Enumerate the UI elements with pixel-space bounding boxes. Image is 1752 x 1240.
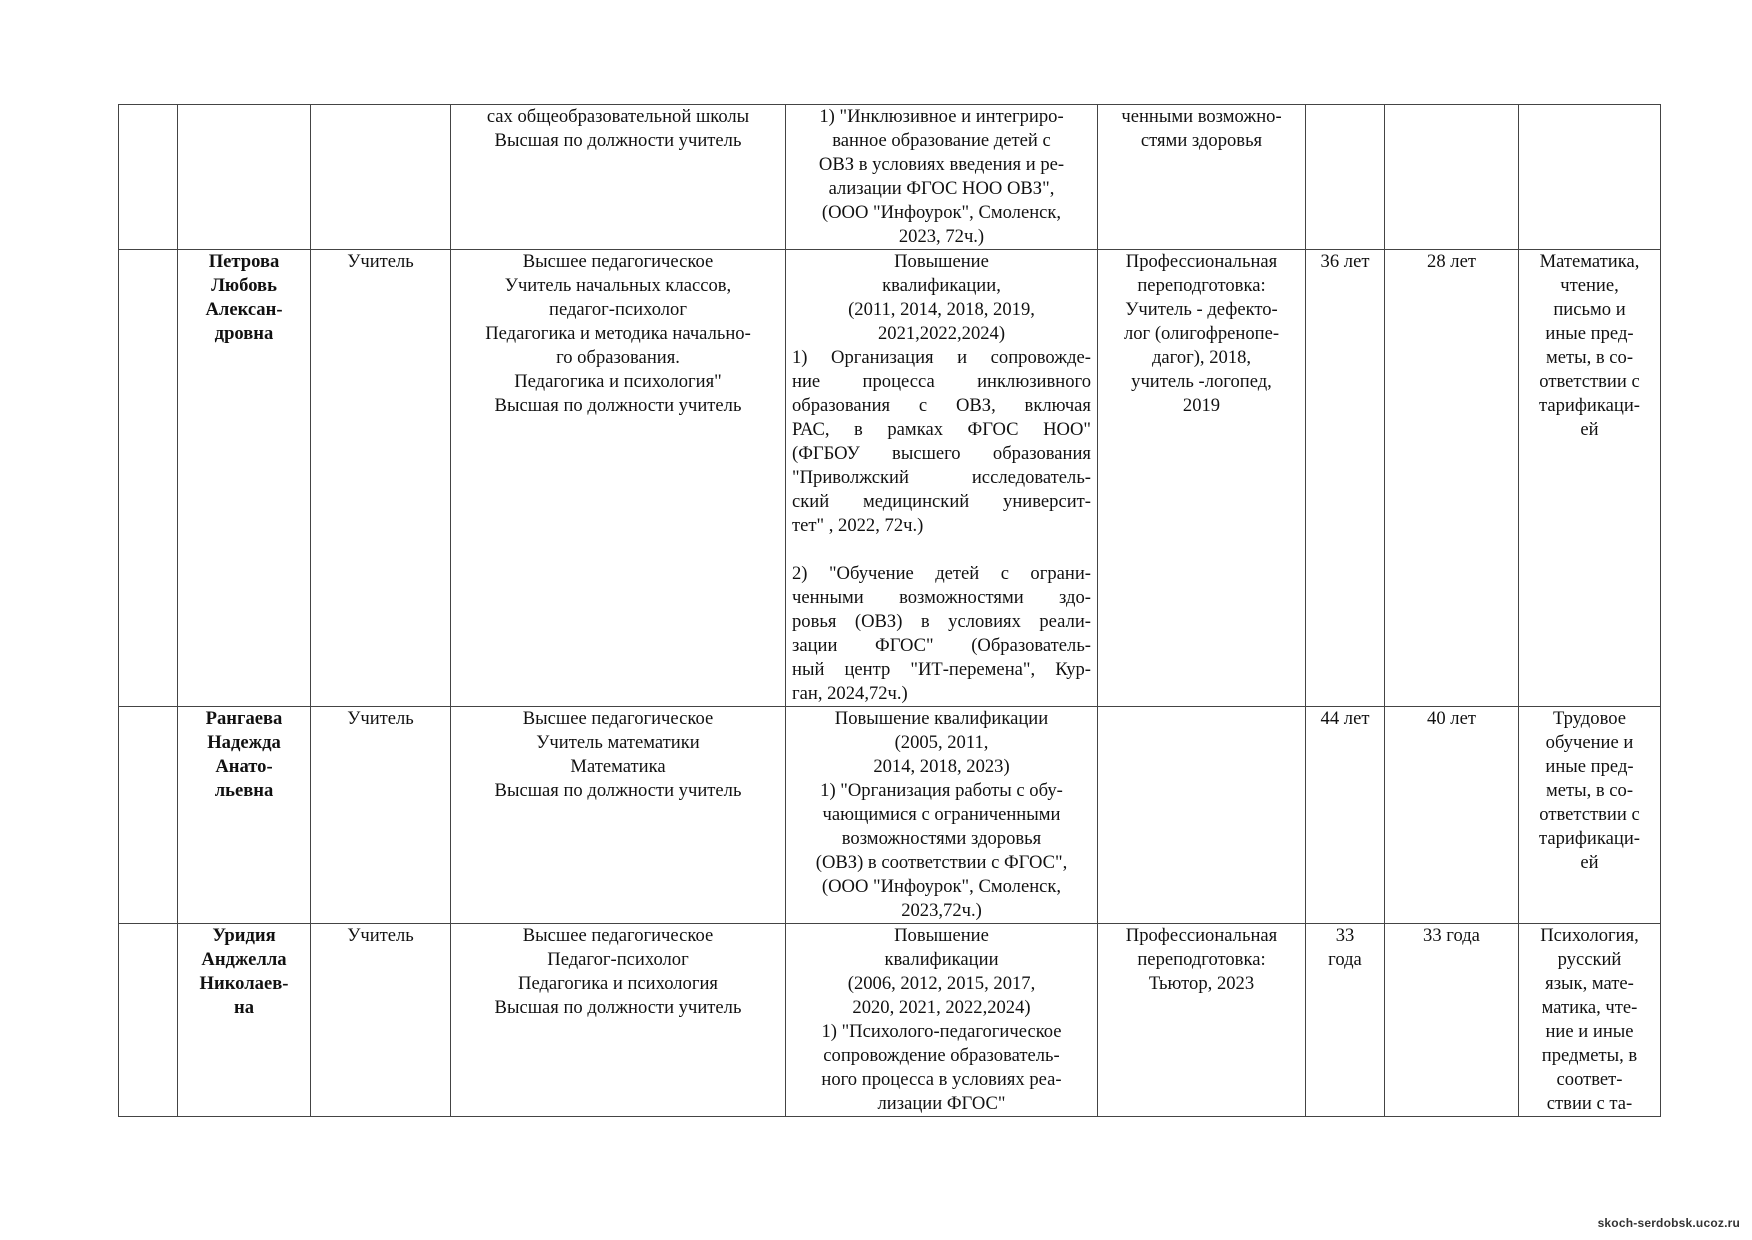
number-cell bbox=[119, 924, 178, 1117]
total-experience-cell bbox=[1306, 707, 1385, 924]
cell-line: тарификаци- bbox=[1539, 395, 1640, 416]
course-line: (ООО "Инфоурок", Смоленск, bbox=[821, 876, 1062, 897]
cell-line: Математика bbox=[570, 756, 666, 777]
cell-line: Педагогика и методика начально- bbox=[485, 323, 751, 344]
table-row bbox=[119, 924, 1661, 1117]
cell-line: дагог), 2018, bbox=[1151, 347, 1252, 368]
cell-line: ей bbox=[1580, 419, 1599, 440]
course-line: 1) "Инклюзивное и интегриро- bbox=[819, 106, 1064, 127]
education-cell bbox=[451, 105, 786, 250]
cell-line: обучение и bbox=[1545, 732, 1634, 753]
cell-line: Анджелла bbox=[201, 949, 287, 970]
cell-line: переподготовка: bbox=[1137, 949, 1266, 970]
cell-line: Высшее педагогическое bbox=[522, 251, 714, 272]
number-cell bbox=[119, 250, 178, 707]
cell-line: язык, мате- bbox=[1545, 973, 1634, 994]
position-cell bbox=[311, 250, 451, 707]
training-courses-cell bbox=[786, 105, 1098, 250]
course-line: чающимися с ограниченными bbox=[822, 804, 1061, 825]
course-line: РАС, в рамках ФГОС НОО" bbox=[792, 419, 1091, 440]
cell-line: ответствии с bbox=[1539, 804, 1640, 825]
table-row bbox=[119, 707, 1661, 924]
retraining-cell bbox=[1098, 924, 1306, 1117]
table-body bbox=[119, 105, 1661, 1117]
cell-line: Математика, bbox=[1539, 251, 1640, 272]
cell-text: Учитель bbox=[347, 925, 414, 946]
course-line: сопровождение образователь- bbox=[823, 1045, 1060, 1066]
cell-line: Рангаева bbox=[205, 708, 283, 729]
cell-line: года bbox=[1328, 949, 1362, 970]
cell-line: ствии с та- bbox=[1546, 1093, 1633, 1114]
cell-line: го образования. bbox=[556, 347, 680, 368]
total-experience-cell bbox=[1306, 924, 1385, 1117]
number-cell bbox=[119, 707, 178, 924]
course-line: 2023,72ч.) bbox=[901, 900, 982, 921]
training-courses-cell bbox=[786, 250, 1098, 707]
course-line: 2) "Обучение детей с ограни- bbox=[792, 563, 1091, 584]
cell-line: 40 лет bbox=[1427, 708, 1476, 729]
cell-line: Психология, bbox=[1540, 925, 1639, 946]
course-line: Повышение квалификации bbox=[834, 708, 1049, 729]
table-row bbox=[119, 250, 1661, 707]
course-line: (2006, 2012, 2015, 2017, bbox=[847, 973, 1036, 994]
course-line: ный центр "ИТ-перемена", Кур- bbox=[792, 659, 1091, 680]
cell-line: льевна bbox=[214, 780, 274, 801]
education-cell bbox=[451, 924, 786, 1117]
teaching-experience-cell bbox=[1385, 105, 1519, 250]
course-line: (2011, 2014, 2018, 2019, bbox=[848, 299, 1035, 320]
course-line: Повышение bbox=[894, 925, 989, 946]
cell-line: на bbox=[233, 997, 254, 1018]
teaching-experience-cell bbox=[1385, 250, 1519, 707]
cell-line: русский bbox=[1557, 949, 1622, 970]
teacher-name-cell bbox=[178, 250, 311, 707]
cell-line: Высшее педагогическое bbox=[522, 925, 714, 946]
course-line: 2020, 2021, 2022,2024) bbox=[852, 997, 1031, 1018]
teacher-name-cell bbox=[178, 707, 311, 924]
cell-text: Учитель bbox=[347, 251, 414, 272]
teaching-experience-cell bbox=[1385, 707, 1519, 924]
cell-line: педагог-психолог bbox=[549, 299, 687, 320]
cell-line: Анато- bbox=[215, 756, 273, 777]
course-line: 2021,2022,2024) bbox=[877, 323, 1006, 344]
cell-line: Петрова bbox=[208, 251, 280, 272]
cell-line: дровна bbox=[214, 323, 274, 344]
subjects-cell bbox=[1519, 924, 1661, 1117]
cell-line: Высшая по должности учитель bbox=[494, 130, 742, 151]
course-line: (ФГБОУ высшего образования bbox=[792, 443, 1091, 464]
staff-qualification-table bbox=[118, 104, 1661, 1117]
blank-line bbox=[792, 538, 1091, 562]
teaching-experience-cell bbox=[1385, 924, 1519, 1117]
course-line: ган, 2024,72ч.) bbox=[792, 683, 908, 704]
position-cell bbox=[311, 105, 451, 250]
retraining-cell bbox=[1098, 105, 1306, 250]
cell-line: Учитель - дефекто- bbox=[1125, 299, 1278, 320]
cell-line: 33 года bbox=[1423, 925, 1480, 946]
cell-line: Любовь bbox=[211, 275, 277, 296]
cell-text: Учитель bbox=[347, 708, 414, 729]
subjects-cell bbox=[1519, 105, 1661, 250]
teacher-name-cell bbox=[178, 924, 311, 1117]
cell-line: ченными возможно- bbox=[1121, 106, 1282, 127]
course-line: ванное образование детей с bbox=[832, 130, 1051, 151]
cell-line: лог (олигофренопе- bbox=[1123, 323, 1280, 344]
cell-line: ответствии с bbox=[1539, 371, 1640, 392]
course-line: лизации ФГОС" bbox=[877, 1093, 1006, 1114]
cell-line: Трудовое bbox=[1552, 708, 1626, 729]
cell-line: иные пред- bbox=[1545, 323, 1634, 344]
course-line: зации ФГОС" (Образователь- bbox=[792, 635, 1091, 656]
education-cell bbox=[451, 250, 786, 707]
cell-line: Надежда bbox=[207, 732, 281, 753]
cell-line: чтение, bbox=[1560, 275, 1619, 296]
training-courses-cell bbox=[786, 924, 1098, 1117]
education-cell bbox=[451, 707, 786, 924]
cell-line: 44 лет bbox=[1320, 708, 1370, 729]
retraining-cell bbox=[1098, 707, 1306, 924]
cell-line: Учитель математики bbox=[536, 732, 700, 753]
course-line: 2014, 2018, 2023) bbox=[873, 756, 1010, 777]
cell-line: Тьютор, 2023 bbox=[1148, 973, 1255, 994]
course-line: ровья (ОВЗ) в условиях реали- bbox=[792, 611, 1091, 632]
course-line: квалификации, bbox=[882, 275, 1001, 296]
cell-line: иные пред- bbox=[1545, 756, 1634, 777]
cell-line: 36 лет bbox=[1320, 251, 1370, 272]
teacher-name-cell bbox=[178, 105, 311, 250]
cell-line: предметы, в bbox=[1541, 1045, 1638, 1066]
course-line: (2005, 2011, bbox=[894, 732, 989, 753]
subjects-cell bbox=[1519, 707, 1661, 924]
cell-line: Профессиональная bbox=[1125, 251, 1278, 272]
cell-line: матика, чте- bbox=[1541, 997, 1638, 1018]
subjects-cell bbox=[1519, 250, 1661, 707]
training-courses-cell bbox=[786, 707, 1098, 924]
cell-line: Николаев- bbox=[199, 973, 289, 994]
retraining-cell bbox=[1098, 250, 1306, 707]
cell-line: меты, в со- bbox=[1545, 347, 1634, 368]
position-cell bbox=[311, 707, 451, 924]
cell-line: Педагогика и психология bbox=[518, 973, 718, 994]
cell-line: ние и иные bbox=[1545, 1021, 1634, 1042]
cell-line: Высшая по должности учитель bbox=[494, 997, 742, 1018]
cell-line: 2019 bbox=[1182, 395, 1221, 416]
cell-line: Высшая по должности учитель bbox=[494, 780, 742, 801]
cell-line: меты, в со- bbox=[1545, 780, 1634, 801]
cell-line: Высшее педагогическое bbox=[522, 708, 714, 729]
cell-line: Высшая по должности учитель bbox=[494, 395, 742, 416]
total-experience-cell bbox=[1306, 250, 1385, 707]
course-line: образования с ОВЗ, включая bbox=[792, 395, 1091, 416]
cell-line: 33 bbox=[1335, 925, 1355, 946]
course-line: Повышение bbox=[894, 251, 989, 272]
cell-line: переподготовка: bbox=[1137, 275, 1266, 296]
cell-line: сах общеобразовательной школы bbox=[486, 106, 750, 127]
cell-line: Алексан- bbox=[205, 299, 283, 320]
cell-line: Профессиональная bbox=[1125, 925, 1278, 946]
course-line: "Приволжский исследователь- bbox=[792, 467, 1091, 488]
course-line: ние процесса инклюзивного bbox=[792, 371, 1091, 392]
cell-line: Учитель начальных классов, bbox=[504, 275, 732, 296]
cell-line: ей bbox=[1580, 852, 1599, 873]
table-row bbox=[119, 105, 1661, 250]
course-line: ченными возможностями здо- bbox=[792, 587, 1091, 608]
course-line: (ОВЗ) в соответствии с ФГОС", bbox=[815, 852, 1068, 873]
course-line: 1) "Организация работы с обу- bbox=[820, 780, 1063, 801]
cell-line: письмо и bbox=[1553, 299, 1626, 320]
course-line: ного процесса в условиях реа- bbox=[821, 1069, 1062, 1090]
course-line: (ООО "Инфоурок", Смоленск, bbox=[821, 202, 1062, 223]
total-experience-cell bbox=[1306, 105, 1385, 250]
cell-line: тарификаци- bbox=[1539, 828, 1640, 849]
cell-line: Уридия bbox=[212, 925, 276, 946]
course-line: возможностями здоровья bbox=[841, 828, 1042, 849]
cell-line: стями здоровья bbox=[1140, 130, 1263, 151]
number-cell bbox=[119, 105, 178, 250]
cell-line: Педагогика и психология" bbox=[514, 371, 722, 392]
course-line: 1) "Психолого-педагогическое bbox=[821, 1021, 1062, 1042]
course-line: ализации ФГОС НОО ОВЗ", bbox=[828, 178, 1055, 199]
course-line: 1) Организация и сопровожде- bbox=[792, 347, 1091, 368]
course-line: квалификации bbox=[884, 949, 999, 970]
course-line: ОВЗ в условиях введения и ре- bbox=[818, 154, 1065, 175]
course-line: 2023, 72ч.) bbox=[898, 226, 985, 247]
course-line: тет" , 2022, 72ч.) bbox=[792, 515, 924, 536]
cell-line: соответ- bbox=[1556, 1069, 1623, 1090]
cell-line: 28 лет bbox=[1427, 251, 1476, 272]
course-line: ский медицинский университ- bbox=[792, 491, 1091, 512]
cell-line: Педагог-психолог bbox=[547, 949, 689, 970]
position-cell bbox=[311, 924, 451, 1117]
site-watermark: skoch-serdobsk.ucoz.ru bbox=[1597, 1216, 1740, 1230]
cell-line: учитель -логопед, bbox=[1131, 371, 1272, 392]
